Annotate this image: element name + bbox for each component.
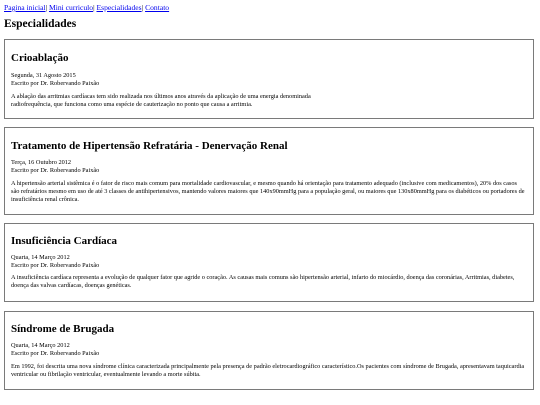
- article-card: [4, 311, 534, 390]
- article-title[interactable]: Insuficiência Cardíaca: [11, 235, 118, 247]
- article-body: A hipertensão arterial sistêmica é o fator de risco mais comum para mortalidade cardiovascular, e mesmo quando há orientação para tratamento adequado (inclusive com medicamentos), 20% dos casos são refratários mesmo em uso de até 3 classes de antihipertensivos, mantendo valores maiores que 140x90mmHg para a população geral, ou maiores que 130x80mmHg para os diabéticos ou portadores de insuficiência renal crônica.: [11, 180, 525, 203]
- article-author: Escrito por Dr. Robervando Paixão: [11, 350, 100, 357]
- article-body: A insuficiência cardíaca representa a evolução de qualquer fator que agride o coração. As causas mais comuns são hipertensão arterial, infarto do miocárdio, doença das coronárias, Arritmias, diabetes, doença das valvas cardíacas, doenças genéticas.: [11, 274, 515, 289]
- article-title[interactable]: Crioablação: [11, 52, 69, 64]
- article-card: [4, 127, 534, 215]
- article-body: A ablação das arritmias cardíacas tem sido realizada nos últimos anos através da aplicação de uma energia denominada radiofrequência, que funciona como uma espécie de cauterização no ponto que causa a arritmia.: [11, 93, 311, 108]
- article-author: Escrito por Dr. Robervando Paixão: [11, 80, 100, 87]
- nav-link-pagina-inicial[interactable]: Pagina inicial: [4, 3, 46, 12]
- page-title: Especialidades: [4, 18, 77, 30]
- article-date: Terça, 16 Outubro 2012: [11, 159, 72, 166]
- nav-link-contato[interactable]: Contato: [145, 3, 170, 12]
- article-date: Quarta, 14 Março 2012: [11, 254, 70, 261]
- article-date: Quarta, 14 Março 2012: [11, 342, 70, 349]
- article-card: [4, 223, 534, 302]
- top-nav: [4, 3, 169, 13]
- article-author: Escrito por Dr. Robervando Paixão: [11, 262, 100, 269]
- nav-separator: |: [93, 3, 95, 12]
- nav-separator: |: [45, 3, 48, 12]
- nav-link-especialidades[interactable]: Especialidades: [96, 3, 142, 12]
- article-author: Escrito por Dr. Robervando Paixão: [11, 167, 100, 174]
- nav-link-mini-curriculo[interactable]: Mini curriculo: [48, 3, 94, 12]
- article-card: [4, 39, 534, 119]
- article-title[interactable]: Síndrome de Brugada: [11, 323, 115, 335]
- article-body: Em 1992, foi descrita uma nova síndrome clínica caracterizada principalmente pela presença de padrão eletrocardiográfico característico.Os pacientes com síndrome de Brugada, apresentavam taquicardia ventricular ou fibrilação ventricular, eventualmente levando a morte súbita.: [11, 363, 525, 378]
- nav-separator: |: [141, 3, 144, 12]
- article-date: Segunda, 31 Agosto 2015: [11, 72, 76, 79]
- article-title[interactable]: Tratamento de Hipertensão Refratária - Denervação Renal: [11, 140, 288, 152]
